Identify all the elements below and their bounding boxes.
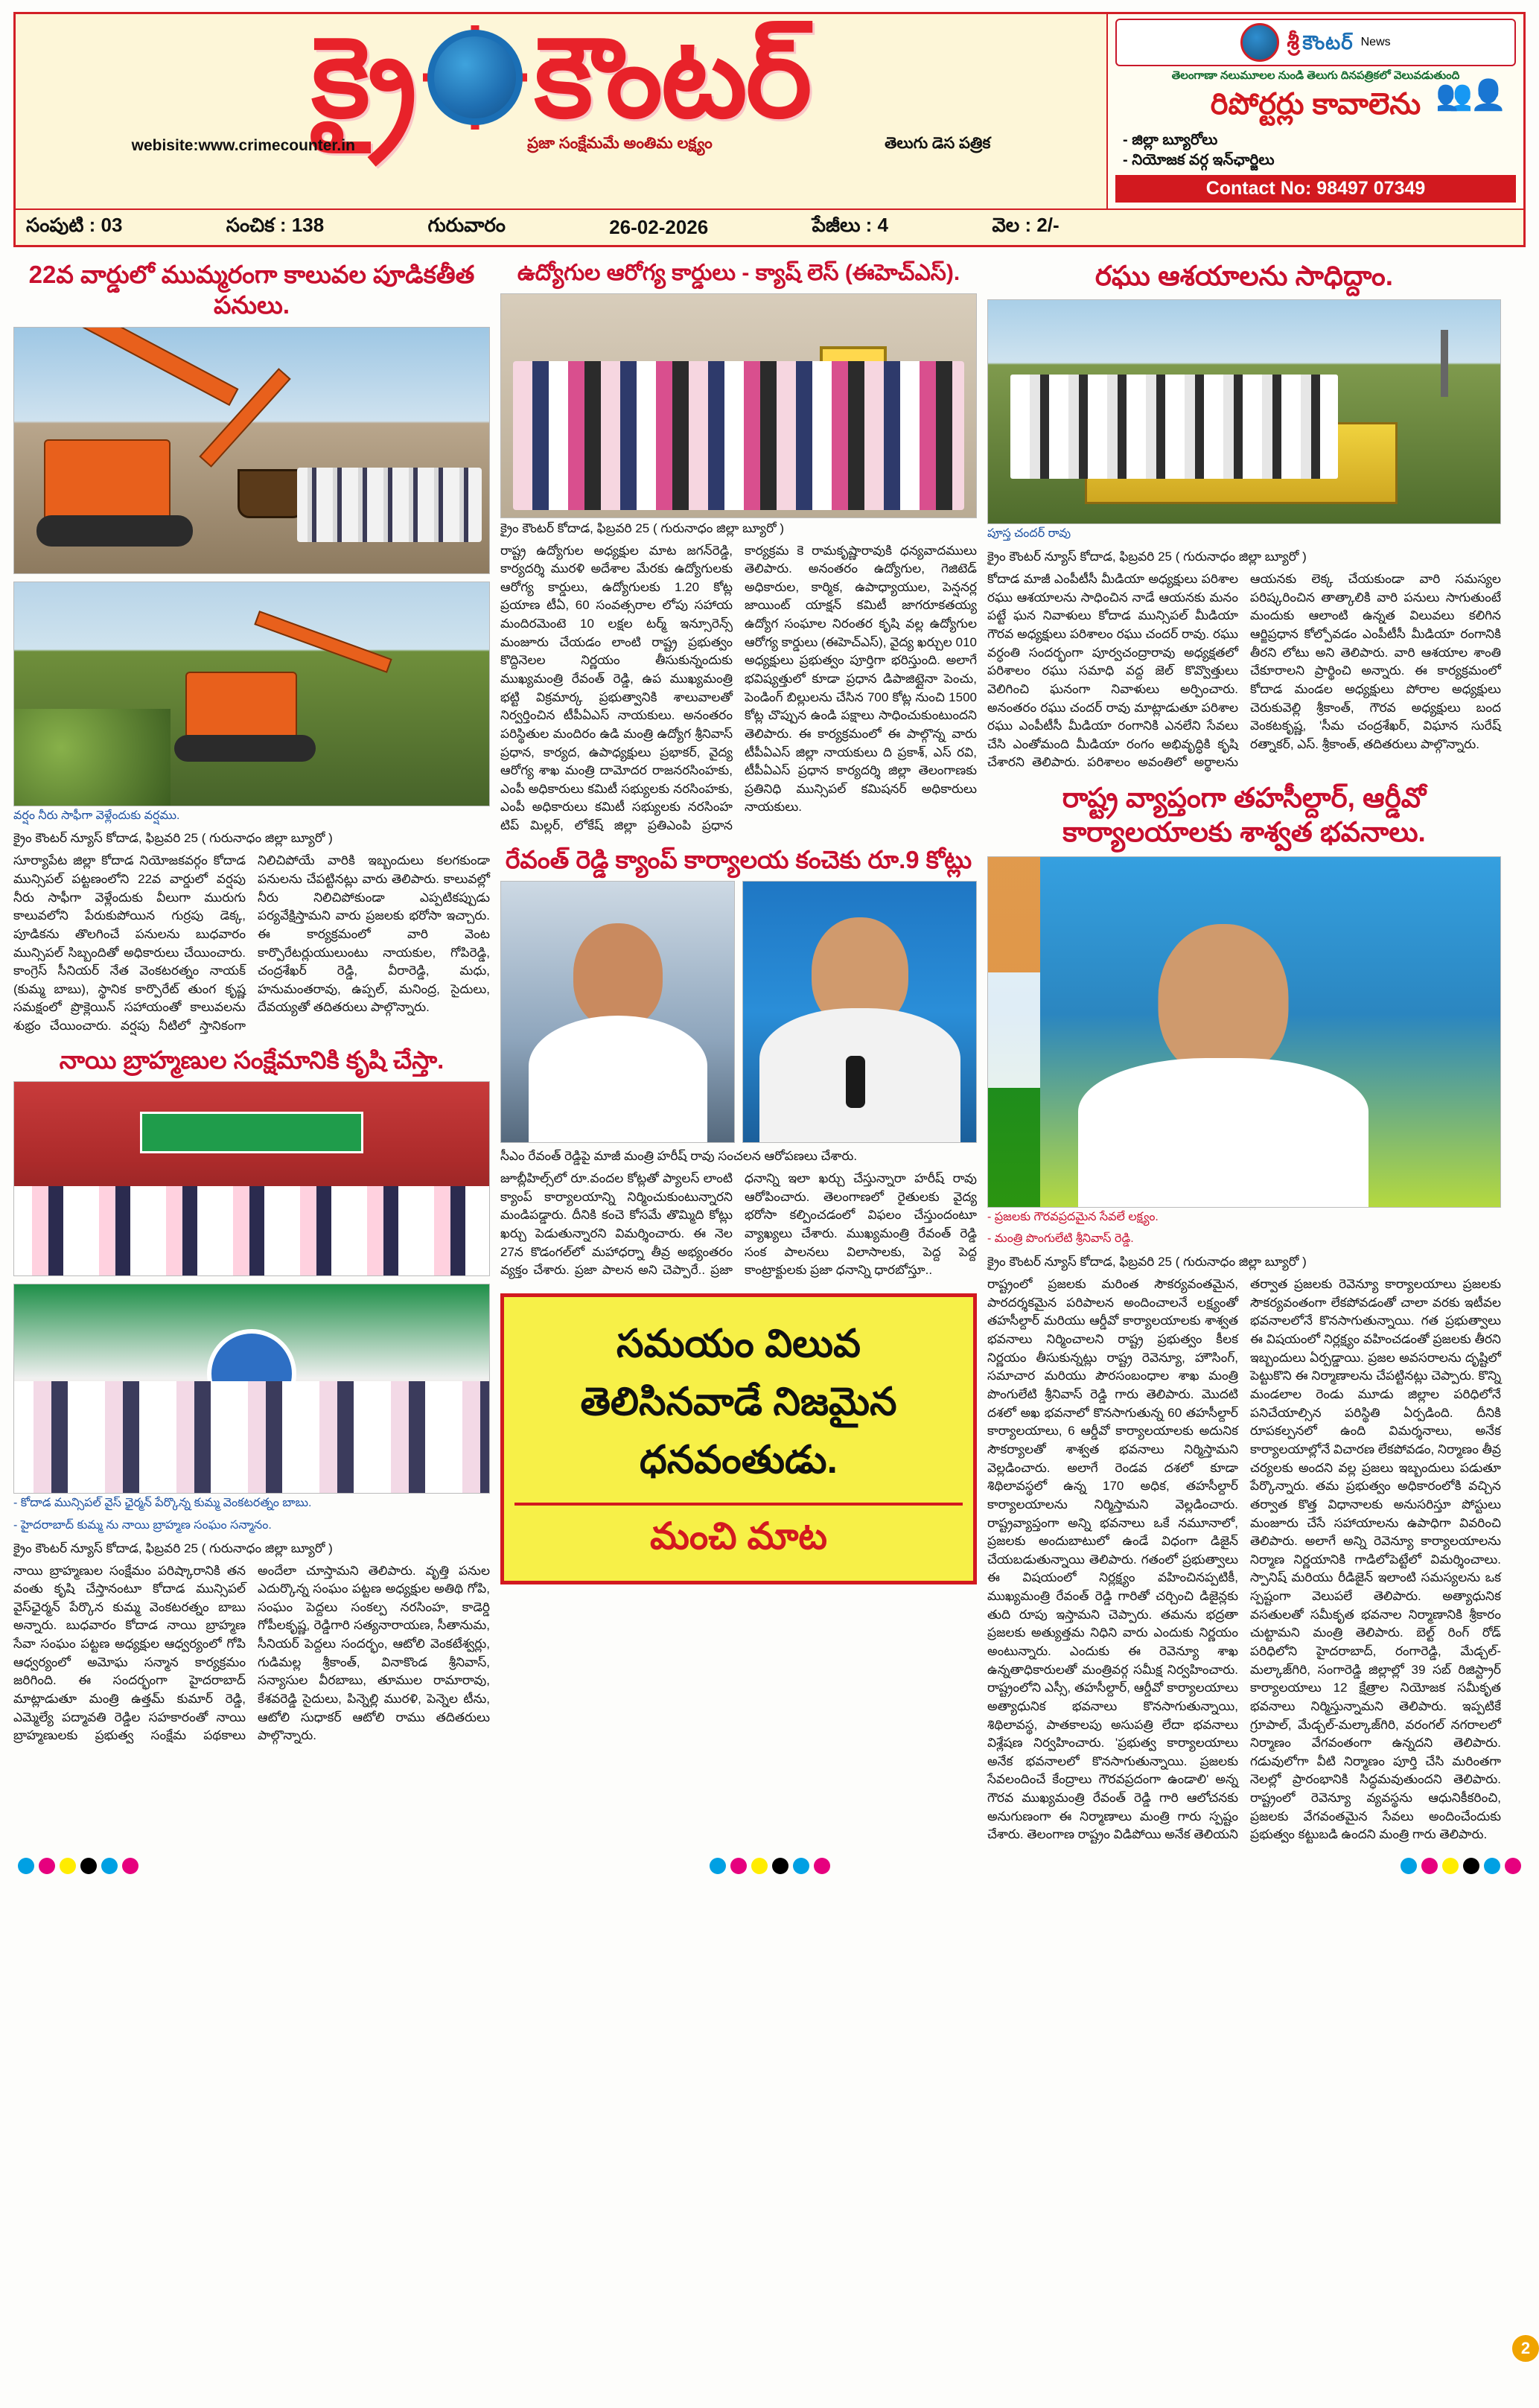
paper-type-text: తెలుగు డెస పత్రిక — [885, 135, 991, 152]
issue-label: సంచిక : 138 — [226, 214, 325, 236]
story-2-byline: క్రైం కౌంటర్ న్యూస్ కోదాడ, ఫిబ్రవరి 25 ( గురునాధం జిల్లా బ్యూరో ) — [13, 1541, 333, 1555]
brand-tagline-2: తెలంగాణా నలుమూలల నుండి తెలుగు దినపత్రికలో వెలువడుతుంది — [1171, 69, 1460, 82]
title-part-2: కౌంటర్ — [534, 15, 811, 140]
brand-news-label: News — [1360, 36, 1391, 48]
story-4-headline: రేవంత్ రెడ్డి క్యాంప్ కార్యాలయ కంచెకు రూ.9 కోట్లు — [505, 845, 972, 873]
ad-line-1: సమయం విలువ — [616, 1322, 861, 1366]
globe-sphere — [427, 30, 523, 125]
story-3-body: రాష్ట్ర ఉద్యోగుల అధ్యక్షుల మాట జగన్‌రెడ్డి, కార్యదర్శి మురళి అదేశాల మేరకు ఉద్యోగులకు ఆరోగ్య కార్డులు, ఉద్యోగులకు 1.20 కోట్ల ప్రయాణ టీఏ, 60 సంవత్సరాల లోపు సహాయ మందిరమెంటె 10 లక్షల టర్మ్ ఇన్సూరెన్స్ మంజూరు చేయడం లాంటి రాష్ట్ర ప్రభుత్వం కొద్దినెలల నిర్ణయం తీసుకున్నందుకు ముఖ్యమంత్రి రేవంత్ రెడ్డి, ఉప ముఖ్యమంత్రి భట్టి విక్రమార్క ప్రభుత్వానికి శాలువాలతో నిర్వర్తించిన టీపీఏఎస్ నాయకులు. అనంతరం పరిస్థితుల మందిరం ఉడి మంత్రి ఉద్యోగ శ్రీనివాస్ ప్రధాన, కార్యద, ఉపాధ్యక్షులు ప్రభాకర్, వైద్య ఆరోగ్య శాఖ మంత్రి దామోదర రాజనరసింహకు, ఎంపీ అధికారులు కమిటీ సభ్యులకు నరసింహకు, ఎంపీ అధికారులు కమిటీ సభ్యులకు నరసింహ టిప్ మిల్లర్, లోకేష్ జిల్లా ప్రతిఎంపి ప్రధాన కార్యక్రమ కె రామకృష్ణారావుకి ధన్యవాదములు తెలిపారు. అనంతరం ఉద్యోగుల, గెజిటెడ్ అధికారుల, కార్మిక, ఉపాధ్యాయుల, పెన్షనర్ల జాయింట్ యాక్షన్ కమిటీ జాగరూకతయ్య ఉద్యోగ సంఘాల నిరంతర కృషి వల్ల ఉద్యోగుల ఆరోగ్య కార్డులు (ఈహెచ్‌ఎస్), వైద్య ఖర్చుల 010 అధ్యక్షులు ప్రభుత్వం పూర్తిగా భరిస్తుంది. అలాగే భవిష్యత్తులో కూడా ప్రధాన డిపాజిట్లైనా పెంచు, పెండింగ్ బిల్లులను చేసిన 700 కోట్ల నుంచి 1500 కోట్ల చొప్పున ఉండి పక్షాలు సాధించుకుంటుందని తెలిపారు. ఈ కార్యక్రమంలో ఈ పాల్గొన్న వారు టీపీఏఎస్ జిల్లా నాయకులు ది ప్రకాశ్, ఎస్ రవి, టీపీఏఎస్ ప్రధాన కార్యదర్శి జిల్లా తెలంగాణకు ప్రతినిధి మున్సిపల్ కమిషనర్ అధికారులు నాయకులు. — [500, 543, 977, 833]
reg-marks-center — [710, 1858, 830, 1874]
story-6-body: రాష్ట్రంలో ప్రజలకు మరింత సౌకర్యవంతమైన, పారదర్శకమైన పరిపాలన అందించాలనే లక్ష్యంతో తహసీల్దార్ మరియు ఆర్డీవో కార్యాలయాలకు శాశ్వత భవనాలు నిర్మించాలని రాష్ట్ర ప్రభుత్వం కీలక నిర్ణయం తీసుకున్నట్లు రాష్ట్ర రెవెన్యూ, హౌసింగ్, సమాచార మరియు పౌరసంబంధాల శాఖ మంత్రి పొంగులేటి శ్రీనివాస్ రెడ్డి గారు తెలిపారు. మొదటి దశలో అఖ భవనాలో కొనసాగుతున్న 60 తహసీల్దార్ కార్యాలయాలు, 6 ఆర్డీవో కార్యాలయాలకు అదునిక సౌకర్యాలతో శాశ్వత భవనాలు నిర్మిస్తామని వెల్లడించారు. అలాగే రెండవ దశలో కూడా శిథిలావస్థలో ఉన్న 170 అధిక, తహసీల్దార్ కార్యాలయాలను నిర్మిస్తామని వెల్లడించారు. రాష్ట్రవ్యాప్తంగా అన్ని భవనాలు ఒకే నమూనాలో, ప్రజలకు అందుబాటులో ఉండే విధంగా డిజైన్ చేయబడుతున్నాయి తెలిపారు. గతంలో ప్రభుత్వాలు ఈ విషయంలో నిర్లక్ష్యం వహించినప్పటికీ, ముఖ్యమంత్రి రేవంత్ రెడ్డి గారితో చర్చించి డిజైన్లకు తుది రూపు ఇస్తామని చెప్పారు. తమను భద్రతా ప్రజలకు అత్యుత్తమ నిధిని వారు ఎందుకు నిర్ణయం అంటున్నారు. ఎందుకు ఈ రెవెన్యూ శాఖ ఉన్నతాధికారులతో మంత్రివర్గ సమీక్ష నిర్వహించారు. రాష్ట్రంలోని ఎస్సీ, తహసీల్దార్, ఆర్డీవో కార్యాలయాలు అత్యాధునిక భవనాలు కొనసాగుతున్నాయి, శిథిలావస్థ, పాతకాలపు అసుపత్రి లేదా భవనాలు విశ్లేషణ నిర్వహించారు. 'ప్రభుత్వ కార్యాలయాలు అనేక భవనాలలో కొనసాగుతున్నాయి. ప్రజలకు సేవలందించే కేంద్రాలు గౌరవప్రదంగా ఉండాలి' అన్న గౌరవ ముఖ్యమంత్రి రేవంత్ రెడ్డి గారి ఆలోచనకు అనుగుణంగా ఈ నిర్మాణాలు మంత్రి గారు స్పష్టం చేశారు. తెలంగాణ రాష్ట్రం విడిపోయి అనేక తెలియని తర్వాత ప్రజలకు రెవెన్యూ కార్యాలయాలు ప్రజలకు సౌకర్యవంతంగా లేకపోవడంతో చాలా వరకు ఇటీవల భవనాలలోనే కొనసాగుతున్నాయి. గత ప్రభుత్వాలు ఈ విషయంలో నిర్లక్ష్యం వహించడంతో ప్రజలకు తీరని ఇబ్బందులు ఏర్పడ్డాయి. ప్రజల అవసరాలను దృష్టిలో పెట్టుకొని ఈ నిర్మాణాలను చేపట్టినట్లు చెప్పారు. కొన్ని మండలాల రెండు మూడు జిల్లాల పరిధిలోనే పనిచేయాల్సిన పరిస్థితి ఏర్పడింది. దీనికి రూపకల్పనలో ఉంది విమర్శనాలు, అనేక కార్యాలయాల్లోనే విచారణ లేకపోవడం, నిర్మాణం తీవ్ర చర్యలకు అందని వల్ల ప్రజలు ఇబ్బందులు పడుతూ పేర్కొన్నారు. తమ ప్రభుత్వం అధికారంలోకి వచ్చిన తర్వాత కొత్త విధానాలకు అనుసరిస్తూ పోస్టులు మంజూరు చేసే సహాయాలను ఉపాధిగా వివరించి తెలిపారు. అలాగే అన్ని రెవెన్యూ కార్యాలయాలను నిర్మాణ నిర్ణయానికి గాడిలోపెట్టేలో విమర్శించాలు. స్పానిష్ మరియు రీడిజైన్ ఇలాంటి సమస్యలను ఒక స్పష్టంగా వెలుపలే తెలిపారు. అత్యాధునిక వసతులతో సమీకృత భవనాల నిర్మాణానికి శ్రీకారం చుట్టామని మంత్రి తెలిపారు. బెల్ట్ రింగ్ రోడ్ పరిధిలోని హైదరాబాద్, రంగారెడ్డి, మేడ్చల్-మల్కాజ్‌గిరి, సంగారెడ్డి జిల్లాల్లో 39 సబ్ రిజిస్ట్రార్ కార్యాలయాలు 12 క్షేత్రాల నియోజక సమీకృత భవనాలు నిర్మిస్తున్నామని తెలిపారు. ఇప్పటికే గ్రూపాల్, మేడ్చల్-మల్కాజ్‌గిరి, వరంగల్ నగరాలలో నిర్మాణం వేగవంతంగా ఉన్నదని తెలిపారు. గడువులోగా వీటి నిర్మాణం పూర్తి చేసి మరింతగా నెలల్లో ప్రారంభానికి సిద్ధమవుతుందని తెలిపారు. రాష్ట్రంలో రెవెన్యూ వ్యవస్థను ఆధునికీకరించి, ప్రజలకు వేగవంతమైన సేవలు అందించేందుకు ప్రభుత్వం కట్టుబడి ఉందని మంత్రి గారు తెలిపారు. — [987, 1277, 1501, 1842]
website-text: webisite:www.crimecounter.in — [131, 136, 355, 154]
felicitation-group-photo — [13, 1284, 490, 1494]
people-silhouette-icon: 👥👤 — [1436, 79, 1504, 112]
story-6-caption-1: - ప్రజలకు గౌరవప్రదమైన సేవలే లక్ష్యం. — [987, 1210, 1159, 1223]
story-6-caption-2: - మంత్రి పొంగులేటి శ్రీనివాస్ రెడ్డి. — [987, 1232, 1134, 1246]
brand-line-2: కౌంటర్ — [1302, 31, 1354, 54]
date-label: 26-02-2026 — [609, 216, 709, 238]
story-2-caption-2: - హైదరాబాద్ కుమ్మ ను నాయి బ్రాహ్మణ సంఘం సన్మానం. — [13, 1518, 272, 1532]
ad-signature: మంచి మాట — [514, 1503, 963, 1567]
price-label: వెల : 2/- — [992, 214, 1060, 236]
story-2-body: నాయి బ్రాహ్మణుల సంక్షేమం పరిష్కారానికి తన వంతు కృషి చేస్తానంటూ కోదాడ మున్సిపల్ వైస్‌ఛైర్మన్ పేర్కొన కుమ్మ వెంకటరత్నం బాబు అన్నారు. బుధవారం కోదాడ నాయి బ్రాహ్మణ సేవా సంఘం పట్టణ అధ్యక్షుల ఆధ్వర్యంలో గోపి ఆధ్వర్యంలో అమోఘ సన్మాన కార్యక్రమం జరిగింది. ఈ సందర్భంగా హైదరాబాద్ మాట్లాడుతూ మంత్రి ఉత్తమ్ కుమార్ రెడ్డి, ఎమ్మెల్యే పద్మావతి రెడ్డిల సహకారంతో నాయి బ్రాహ్మణులకు ప్రభుత్వ సంక్షేమ పథకాలు అందేలా చూస్తామని తెలిపారు. వృత్తి పనుల ఎదుర్కొన్న సంఘం పట్టణ అధ్యక్షుల అతిథి గోపి, సంఘం పెద్దలు సంకల్ప నరసింహ, కాడెర్డి గోపీలకృష్ణ, రెడ్డిగారి సత్యనారాయణ, సీతానుమ, సీనియర్ పెద్దలు సందర్భం, ఆటోలి వెంకటేశ్వర్లు, గుడిమల్ల శ్రీకాంత్, వినాకొండ శ్రీనివాస్, సన్యాసుల వీరబాబు, తూముల రామారావు, కేశవరెడ్డి సైదులు, పిన్నెల్లి మురళి, పెన్నెల టీను, ఆటోలి సుధాకర్ ఆటోలి రాము తదితరులు పాల్గొన్నారు. — [13, 1563, 490, 1743]
weekday-label: గురువారం — [427, 214, 506, 236]
column-2 — [500, 256, 977, 1584]
reporters-wanted-title: రిపోర్టర్లు కావాలెను — [1210, 88, 1421, 121]
masthead-subline — [16, 133, 1106, 162]
story-5-body: కోదాడ మాజీ ఎంపీటీసీ మీడియా అధ్యక్షులు పరిశాల రఘు ఆశయాలను సాధించిన నాడే ఆయనకు మనం పట్టే ఘన నివాళులు కోదాడ మున్సిపల్ మీడియా గౌరవ అధ్యక్షులు పరిశాలం రఘు చందర్ రావు. రఘు వర్ధంతి సందర్భంగా పూర్వచంద్రారావు అధ్యక్షతలో పరిశాలం రఘు సమాధి వద్ద జెల్ కొవ్వొత్తులు వెలిగించి ఘనంగా నివాళులు అర్పించారు. అనంతరం రఘు చందర్ రావు మాట్లాడుతూ పరిశాల రఘు ఎంపీటీసీ మీడియా రంగానికి ఎనలేని సేవలు చేసి ఎంతోమంది మీడియా రంగం అభివృద్ధికి కృషి చేశారని తెలిపారు. పరిశాలం అవంతిలో అర్థాలను ఆయనకు లెక్క చేయకుండా వారి సమస్యల పరిష్కరించిన తాత్కాలికి వారి పనులు సాగుతుంటే మందుకు ఆలాంటి ఉన్నత విలువలు కలిగిన ఆర్జిప్రధాన కోల్పోవడం ఎంపీటీసీ మీడియా రంగానికి తీరని లోటు అని తెలిపారు. వారి ఆశయాల శాంతి చేకూరాలని ప్రార్థించి అన్నారు. ఈ కార్యక్రమంలో కోదాడ మండల అధ్యక్షులు పోరాల అధ్యక్షులు చెరుకువెల్లి శ్రీకాంత్, గౌరవ అధ్యక్షులు బంద వెంకటకృష్ణ, 'సీమ చంద్రశేఖర్, విఘాన సురేష్ రత్నాకర్, ఎస్. శ్రీకాంత్, తదితరులు పాల్గొన్నారు. — [987, 572, 1501, 770]
brand-text — [1287, 31, 1353, 54]
contact-number-bar: Contact No: 98497 07349 — [1115, 175, 1516, 203]
masthead-logo-area — [16, 14, 1106, 208]
revanth-reddy-portrait — [500, 881, 735, 1143]
excavator-canal-photo — [13, 582, 490, 806]
story-4-body: జూబ్లీహిల్స్‌లో రూ.వందల కోట్లతో ప్యాలస్ లాంటి క్యాంప్ కార్యాలయాన్ని నిర్మించుకుంటున్నారని మండిపడ్డారు. దీనికి కంచె కోసమే తొమ్మిది కోట్లు ఖర్చు పెడుతున్నారని విమర్శించారు. ఈ నెల 27న కొడంగల్‌లో మహాధర్నా తీవ్ర అభ్యంతరం వ్యక్తం చేశారు. ప్రజా పాలన అని చెప్పారే.. ప్రజా ధనాన్ని ఇలా ఖర్చు చేస్తున్నారా హరీష్ రావు ఆరోపించారు. తెలంగాణలో రైతులకు వైద్య భరోసా కల్పించడంలో విఫలం చేస్తుందంటూ వ్యాఖ్యలు చేశారు. ముఖ్యమంత్రి రేవంత్ రెడ్డి సంక పాలనలు విలాసాలకు, పెద్ద పెద్ద కాంట్రాక్టులకు ప్రజా ధనాన్ని ధారబోస్తూ.. — [500, 1171, 977, 1278]
wanted-bullet-2: - నియోజక వర్గ ఇన్‌ఛార్జిలు — [1123, 152, 1275, 168]
story-6-headline: రాష్ట్ర వ్యాప్తంగా తహసీల్దార్, ఆర్డీవో కార్యాలయాలకు శాశ్వత భవనాలు. — [1062, 783, 1427, 848]
title-part-1: క్రై — [311, 15, 415, 140]
newspaper-title — [16, 15, 1106, 140]
story-5-headline: రఘు ఆశయాలను సాధిద్దాం. — [1094, 261, 1394, 291]
page-content — [13, 256, 1526, 1850]
function-stage-photo — [13, 1081, 490, 1276]
masthead-top — [16, 14, 1523, 210]
ad-line-3: ధనవంతుడు. — [640, 1438, 838, 1482]
excavator-digging-photo — [13, 327, 490, 574]
story-5-photo-caption: పూస్త చందర్ రావు — [987, 527, 1071, 541]
story-1-photo-caption: వర్షం నీరు సాఫీగా వెళ్లేందుకు వర్షము. — [13, 809, 180, 822]
story-2-caption-1: - కోదాడ మున్సిపల్ వైస్ ఛైర్మన్ పేర్కొన్న కుమ్మ వెంకటరత్నం బాబు. — [13, 1496, 312, 1509]
story-4-byline: సీఎం రేవంత్ రెడ్డిపై మాజీ మంత్రి హరీష్ రావు సంచలన ఆరోపణలు చేశారు. — [500, 1149, 858, 1163]
column-3 — [987, 256, 1501, 1850]
advertisement-box — [500, 1293, 977, 1584]
registration-marks-bar — [13, 1858, 1526, 1874]
story-3-byline: క్రైం కౌంటర్ కోదాడ, ఫిబ్రవరి 25 ( గురునాధం జిల్లా బ్యూరో ) — [500, 520, 784, 535]
reg-marks-left — [18, 1858, 138, 1874]
story-1-byline: క్రైం కౌంటర్ న్యూస్ కోదాడ, ఫిబ్రవరి 25 ( గురునాధం జిల్లా బ్యూరో ) — [13, 831, 333, 846]
brand-line-1: శ్రీ — [1287, 30, 1299, 54]
story-3-headline: ఉద్యోగుల ఆరోగ్య కార్డులు - క్యాష్ లెస్ (ఈహెచ్‌ఎస్). — [517, 261, 960, 285]
volume-label: సంపుటి : 03 — [26, 214, 123, 236]
ad-line-2: తెలిసినవాడే నిజమైన — [580, 1380, 897, 1424]
story-5-byline: క్రైం కౌంటర్ న్యూస్ కోదాడ, ఫిబ్రవరి 25 ( గురునాధం జిల్లా బ్యూరో ) — [987, 550, 1307, 564]
memorial-homage-photo — [987, 299, 1501, 524]
story-6-byline: క్రైం కౌంటర్ న్యూస్ కోదాడ, ఫిబ్రవరి 25 ( గురునాధం జిల్లా బ్యూరో ) — [987, 1255, 1307, 1270]
story-4-photo-pair — [500, 881, 977, 1143]
issue-info-strip — [16, 210, 1523, 245]
story-1-headline: 22వ వార్డులో ముమ్మరంగా కాలువల పూడికతీత పనులు. — [28, 261, 475, 319]
globe-crosshair-icon — [423, 25, 527, 130]
page-number-badge: 2 — [1511, 2334, 1539, 2363]
pages-label: పేజీలు : 4 — [812, 214, 889, 236]
minister-ponguleti-srinivas-reddy-photo — [987, 856, 1501, 1208]
story-2-headline: నాయి బ్రాహ్మణుల సంక్షేమానికి కృషి చేస్తా. — [59, 1045, 445, 1074]
harish-rao-speech-portrait — [742, 881, 977, 1143]
column-1 — [13, 256, 490, 1751]
ehs-health-card-group-photo — [500, 293, 977, 518]
story-1-body: సూర్యాపేట జిల్లా కోదాడ నియోజకవర్గం కోదాడ మున్సిపల్ పట్టణంలోని 22వ వార్డులో వర్షపు నీరు సాఫీగా వెళ్లేందుకు వీలుగా మురుగు కాలువలోని పేరుకుపోయిన గుర్రపు డెక్క, పూడికను తొలగించే పనులను బుధవారం మున్సిపల్ సిబ్బందితో అధికారులు చేయించారు. కాంగ్రెస్ సీనియర్ నేత వెంకటరత్నం నాయక్ (కుమ్మ బాబు), స్థానిక కార్పొరేట్ తుంగ కృష్ణ సమక్షంలో ప్రొక్లెయిన్ సహాయంతో కాలువలను శుభ్రం చేయించారు. వర్షపు నీటిలో స్తానికంగా నిలిచిపోయే వారికి ఇబ్బందులు కలగకుండా పనులను చేపట్టినట్లు వారు తెలిపారు. కాలువల్లో నీరు నిలిచిపోకుండా ఎప్పటికప్పుడు పర్యవేక్షిస్తామని వారు ప్రజలకు భరోసా ఇచ్చారు. ఈ కార్యక్రమంలో వారి వెంట కార్పొరేటర్లుయులుంటు నాయకుల, గోపిరెడ్డి, చంద్రశేఖర్ రెడ్డి, వీరారెడ్డి, మధు, హనుమంతరావు, ఉప్పల్, మనింద్ర, సైదులు, దేవయ్యతో తదితరులు పాల్గొన్నారు. — [13, 853, 490, 1033]
brand-logo-box — [1115, 19, 1516, 66]
masthead — [13, 12, 1526, 247]
reg-marks-right — [1401, 1858, 1521, 1874]
motto-text: ప్రజా సంక్షేమమే అంతిమ లక్ష్యం — [527, 135, 713, 152]
wanted-bullet-1: - జిల్లా బ్యూరోలు — [1123, 132, 1218, 148]
masthead-right-panel — [1106, 14, 1523, 208]
brand-globe-icon — [1240, 23, 1279, 62]
